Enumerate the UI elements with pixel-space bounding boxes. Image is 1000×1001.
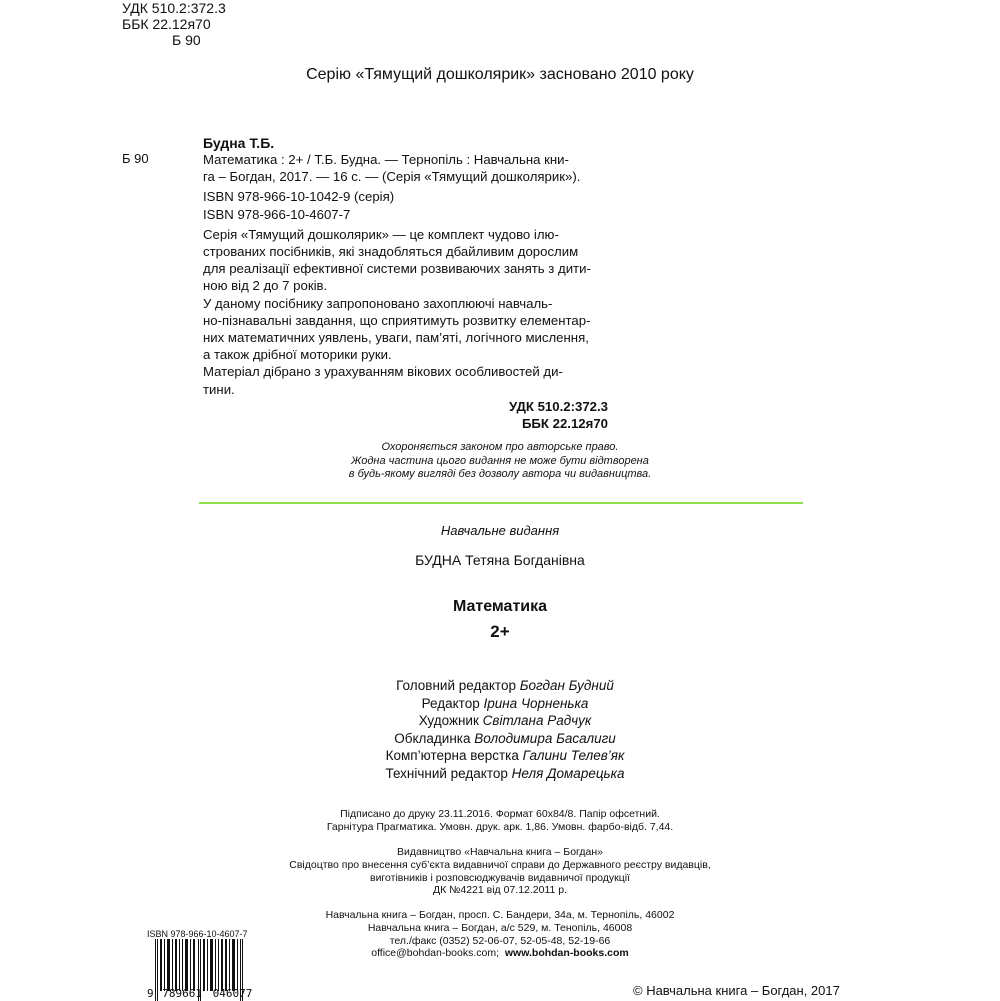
print-line: Підписано до друку 23.11.2016. Формат 60х84/8. Папір офсетний. bbox=[340, 808, 660, 820]
abstract-line: ною від 2 до 7 років. bbox=[203, 278, 328, 294]
abstract-line: тини. bbox=[203, 381, 235, 397]
card-udk: УДК 510.2:372.3 bbox=[508, 398, 608, 414]
staff-row: Технічний редактор Неля Домарецька bbox=[385, 765, 625, 781]
copyright: © Навчальна книга – Богдан, 2017 bbox=[633, 983, 840, 998]
notice-line: в будь-якому вигляді без дозволу автора чи видавництва. bbox=[348, 468, 652, 480]
publisher-line: Видавництво «Навчальна книга – Богдан» bbox=[396, 846, 603, 858]
edition-type: Навчальне видання bbox=[440, 523, 560, 538]
staff-list bbox=[0, 677, 1000, 782]
publisher-line: ДК №4221 від 07.12.2011 р. bbox=[432, 884, 568, 897]
abstract-line: них математичних уявлень, уваги, пам’яті, логічного мислення, bbox=[203, 330, 589, 346]
card-author: Будна Т.Б. bbox=[203, 135, 275, 151]
series-note: Серію «Тямущий дошколярик» засновано 2010 року bbox=[306, 66, 694, 83]
copyright-notice bbox=[0, 441, 1000, 482]
print-info bbox=[0, 808, 1000, 834]
abstract-paragraph-3 bbox=[203, 363, 608, 397]
bib-line-2: га – Богдан, 2017. — 16 с. — (Серія «Тямущий дошколярик»). bbox=[203, 169, 581, 185]
address-line: Навчальна книга – Богдан, просп. С. Бандери, 34а, м. Тернопіль, 46002 bbox=[325, 909, 675, 921]
abstract-line: строваних посібників, які знадобляться дбайливим дорослим bbox=[203, 244, 579, 260]
abstract-paragraph-2 bbox=[203, 295, 608, 364]
isbn-series: ISBN 978-966-10-1042-9 (серія) bbox=[203, 189, 395, 205]
author-sign-code: Б 90 bbox=[172, 32, 201, 48]
publisher-info bbox=[0, 846, 1000, 897]
abstract-line: а також дрібної моторики руки. bbox=[203, 347, 392, 363]
barcode-digits: 9 789661 046077 bbox=[147, 987, 253, 1000]
udk-code: УДК 510.2:372.3 bbox=[122, 0, 226, 16]
staff-row: Головний редактор Богдан Будний bbox=[396, 678, 614, 693]
barcode-isbn: ISBN 978-966-10-4607-7 bbox=[147, 929, 248, 939]
notice-line: Жодна частина цього видання не може бути відтворена bbox=[351, 454, 649, 467]
publisher-line: виготівників і розповсюджувачів видавничої продукції bbox=[369, 871, 630, 884]
notice-line: Охороняється законом про авторське право. bbox=[381, 441, 619, 453]
abstract-line: У даному посібнику запропоновано захоплюючі навчаль- bbox=[203, 295, 553, 311]
abstract-line: но-пізнавальні завдання, що сприятимуть розвитку елементар- bbox=[203, 312, 591, 328]
address-line: Навчальна книга – Богдан, а/с 529, м. Тенопіль, 46008 bbox=[367, 921, 633, 934]
phone-line: тел./факс (0352) 52-06-07, 52-05-48, 52-19-66 bbox=[389, 934, 611, 947]
age-label: 2+ bbox=[490, 622, 510, 641]
barcode bbox=[147, 929, 253, 1000]
catalog-card bbox=[203, 151, 608, 432]
abstract-line: для реалізації ефективної системи розвиваючих занять з дити- bbox=[203, 261, 591, 277]
staff-row: Редактор Ірина Чорненька bbox=[421, 695, 589, 711]
staff-row: Комп’ютерна верстка Галини Телев’як bbox=[385, 748, 625, 763]
staff-row: Художник Світлана Радчук bbox=[418, 713, 592, 728]
divider-line bbox=[199, 502, 803, 504]
book-title: Математика bbox=[452, 598, 548, 615]
publisher-line: Свідоцтво про внесення суб’єкта видавничої справи до Державного реєстру видавців, bbox=[289, 858, 711, 871]
isbn-book: ISBN 978-966-10-4607-7 bbox=[203, 206, 351, 222]
card-bbk: ББК 22.12я70 bbox=[521, 416, 608, 432]
abstract-line: Матеріал дібрано з урахуванням вікових особливостей ди- bbox=[203, 364, 563, 380]
abstract-line: Серія «Тямущий дошколярик» — це комплект чудово ілю- bbox=[203, 226, 559, 242]
website-link[interactable]: www.bohdan-books.com bbox=[504, 947, 629, 960]
author-full-name: БУДНА Тетяна Богданівна bbox=[415, 552, 585, 568]
card-code: Б 90 bbox=[122, 151, 149, 166]
staff-row: Обкладинка Володимира Басалиги bbox=[394, 730, 616, 746]
bib-line-1: Математика : 2+ / Т.Б. Будна. — Тернопіль : Навчальна кни- bbox=[203, 152, 569, 167]
email-link[interactable]: office@bohdan-books.com; bbox=[371, 947, 500, 960]
bbk-code: ББК 22.12я70 bbox=[122, 16, 211, 32]
print-line: Гарнітура Прагматика. Умовн. друк. арк. 1,86. Умовн. фарбо-відб. 7,44. bbox=[326, 820, 674, 833]
abstract-paragraph-1 bbox=[203, 226, 608, 295]
